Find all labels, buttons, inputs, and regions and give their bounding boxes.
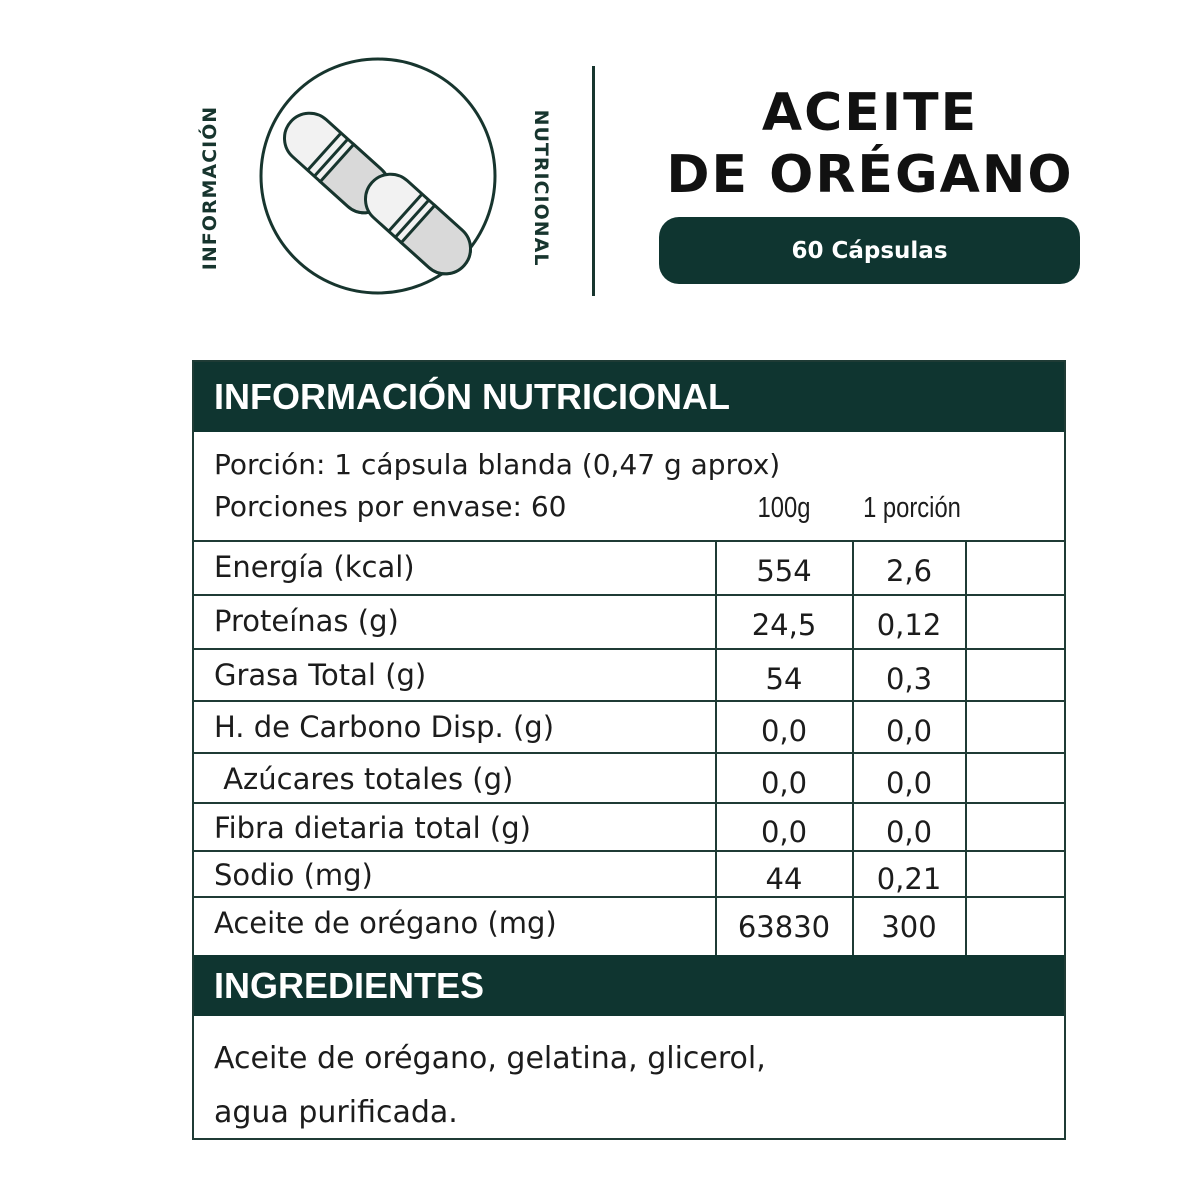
nutrient-label: Proteínas (g)	[214, 604, 399, 638]
capsules-icon	[258, 54, 498, 298]
value-portion: 0,0	[885, 766, 933, 800]
value-portion: 0,3	[885, 662, 933, 696]
nutrient-label: Aceite de orégano (mg)	[214, 906, 557, 940]
vertical-label-nutricional: NUTRICIONAL	[530, 109, 552, 267]
vertical-label-informacion: INFORMACIÓN	[199, 105, 221, 271]
table-row	[194, 898, 1064, 950]
value-100g: 0,0	[760, 766, 808, 800]
table-row	[194, 650, 1064, 702]
value-100g: 24,5	[751, 608, 817, 642]
value-100g: 0,0	[760, 714, 808, 748]
nutrition-panel	[192, 360, 1066, 1140]
servings-per-container: Porciones por envase: 60	[214, 490, 567, 523]
value-portion: 0,12	[876, 608, 942, 642]
nutrition-heading: INFORMACIÓN NUTRICIONAL	[194, 362, 1064, 432]
nutrient-label: H. de Carbono Disp. (g)	[214, 710, 555, 744]
nutrient-label: Fibra dietaria total (g)	[214, 811, 531, 845]
column-header-100g: 100g	[757, 492, 811, 524]
value-portion: 0,0	[885, 714, 933, 748]
ingredients-line-1: Aceite de orégano, gelatina, glicerol,	[214, 1041, 766, 1076]
header-divider	[592, 66, 595, 296]
ingredients-heading: INGREDIENTES	[194, 955, 1064, 1016]
table-row	[194, 850, 1064, 902]
product-title-line1: ACEITE	[761, 83, 979, 143]
ingredients-list	[214, 1032, 914, 1140]
value-100g: 554	[756, 554, 812, 588]
table-row	[194, 803, 1064, 855]
column-header-portion: 1 porción	[863, 492, 961, 524]
value-portion: 0,21	[876, 862, 942, 896]
value-portion: 300	[881, 910, 937, 944]
nutrient-label: Sodio (mg)	[214, 858, 373, 892]
value-100g: 63830	[737, 910, 831, 944]
ingredients-line-2: agua purificada.	[214, 1095, 458, 1130]
nutrient-label: Grasa Total (g)	[214, 658, 427, 692]
value-portion: 2,6	[885, 554, 933, 588]
table-row	[194, 754, 1064, 806]
value-100g: 54	[765, 662, 803, 696]
product-title-line2: DE ORÉGANO	[666, 145, 1074, 205]
value-100g: 44	[765, 862, 803, 896]
capsule-count-badge	[659, 217, 1080, 284]
capsule-count-text: 60 Cápsulas	[791, 237, 948, 264]
nutrient-label: Energía (kcal)	[214, 550, 415, 584]
table-row	[194, 702, 1064, 754]
table-row	[194, 542, 1064, 594]
table-row	[194, 596, 1064, 648]
value-100g: 0,0	[760, 815, 808, 849]
serving-size: Porción: 1 cápsula blanda (0,47 g aprox)	[214, 448, 781, 481]
nutrient-label: Azúcares totales (g)	[214, 762, 514, 796]
value-portion: 0,0	[885, 815, 933, 849]
